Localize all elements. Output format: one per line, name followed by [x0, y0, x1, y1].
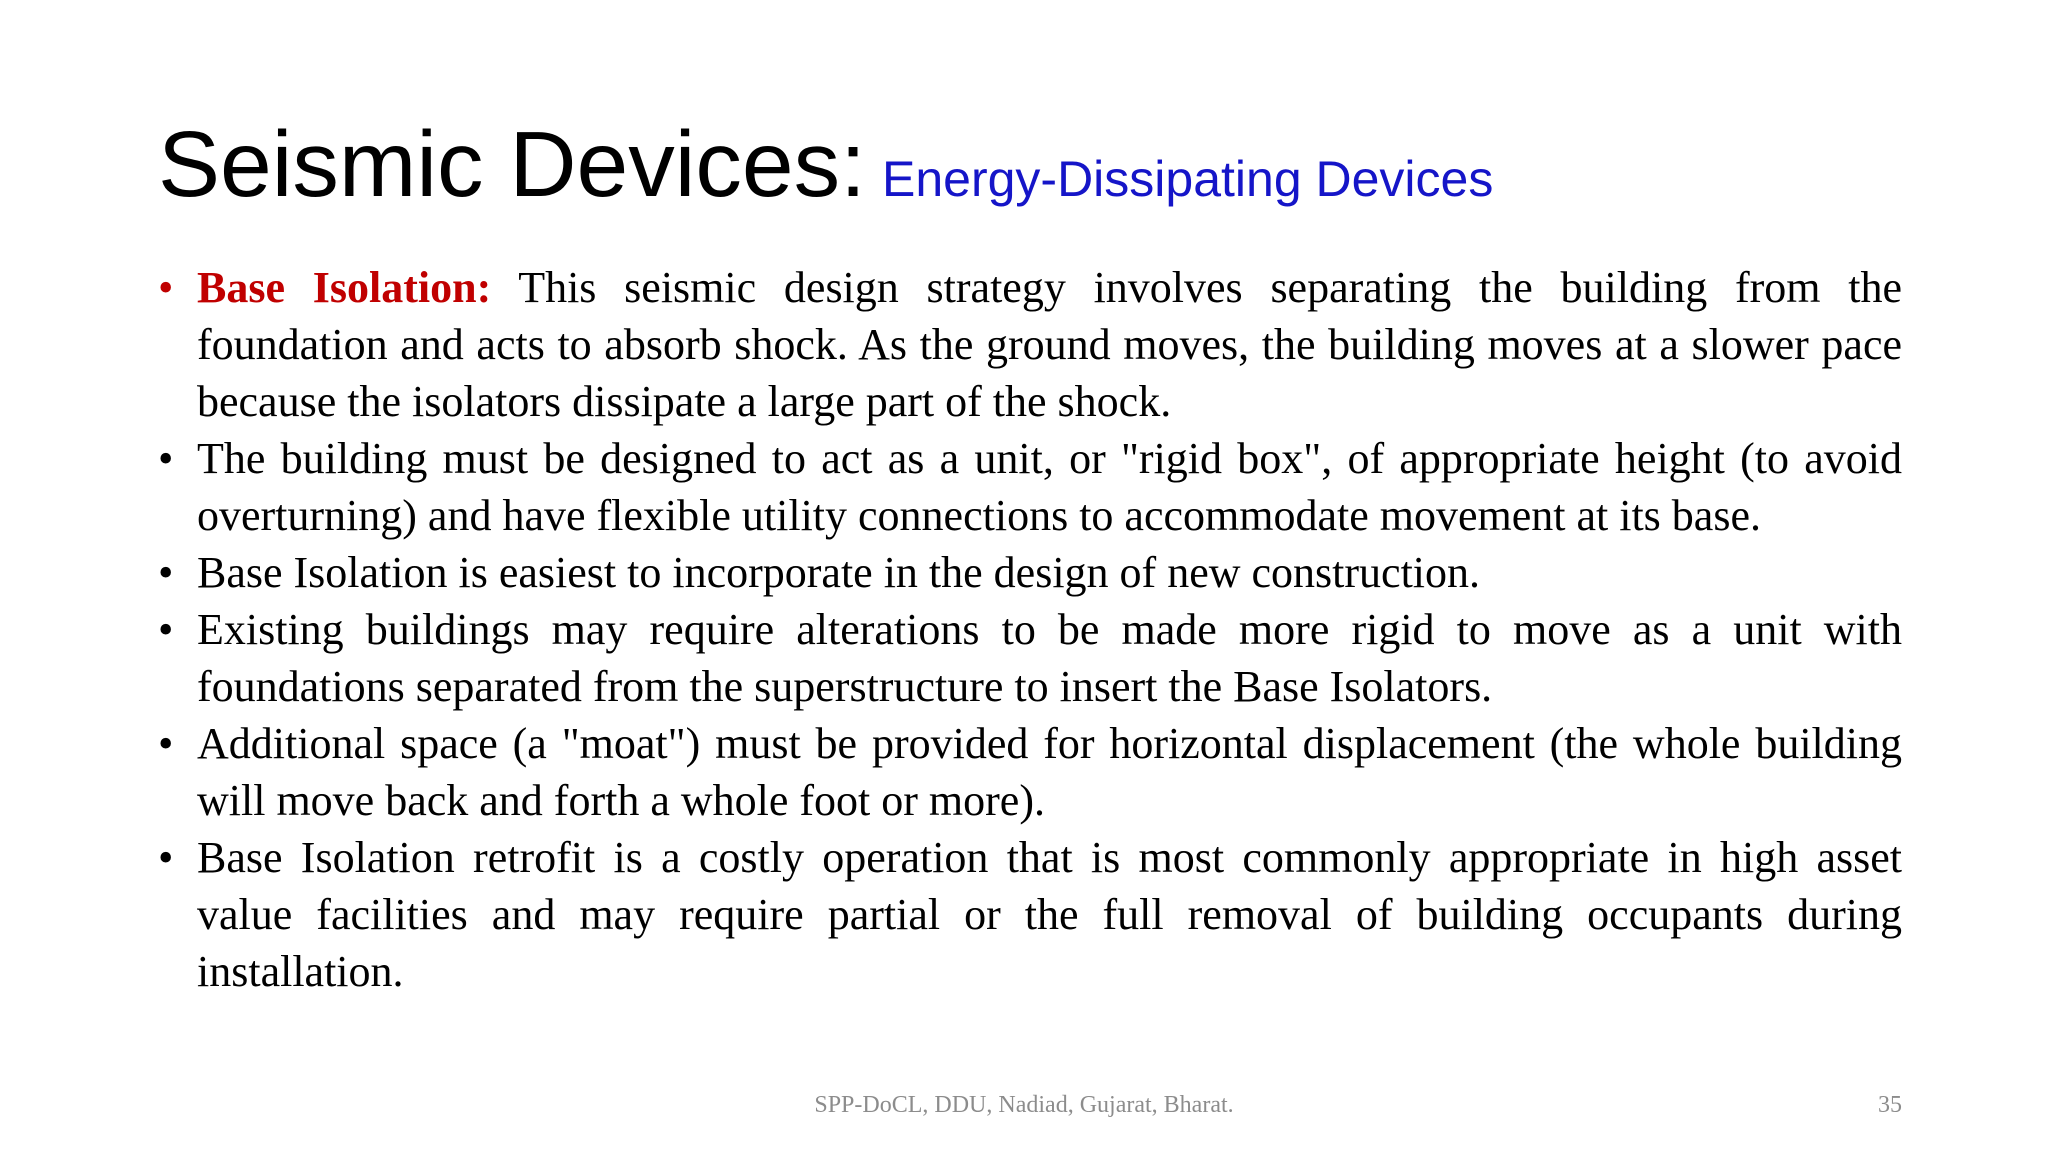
bullet-text: This seismic design strategy involves separating the building from the foundation and acts to absorb shock. As the ground moves, the building moves at a slower pace because the isolators dissipate a large part of the shock. [197, 263, 1902, 426]
bullet-text: Base Isolation retrofit is a costly operation that is most commonly appropriate in high asset value facilities and may require partial or the full removal of building occupants during installation. [197, 833, 1902, 996]
bullet-item [158, 829, 1902, 1000]
bullet-item [158, 715, 1902, 829]
slide-title: Seismic Devices: [158, 112, 866, 216]
bullet-icon: • [158, 719, 174, 768]
bullet-list [158, 259, 1902, 1000]
bullet-text: The building must be designed to act as a unit, or "rigid box", of appropriate height (to avoid overturning) and have flexible utility connections to accommodate movement at its base. [197, 434, 1902, 540]
bullet-icon: • [158, 434, 174, 483]
bullet-item [158, 430, 1902, 544]
bullet-item [158, 259, 1902, 430]
bullet-text: Additional space (a "moat") must be provided for horizontal displacement (the whole building will move back and forth a whole foot or more). [197, 719, 1902, 825]
bullet-item [158, 601, 1902, 715]
bullet-lead: Base Isolation: [197, 263, 492, 312]
bullet-text: Base Isolation is easiest to incorporate in the design of new construction. [197, 548, 1481, 597]
title-row [158, 112, 1494, 216]
bullet-icon: • [158, 605, 174, 654]
bullet-icon: • [158, 833, 174, 882]
page-number: 35 [1878, 1092, 1902, 1118]
bullet-text: Existing buildings may require alterations to be made more rigid to move as a unit with foundations separated from the superstructure to insert the Base Isolators. [197, 605, 1902, 711]
bullet-item [158, 544, 1902, 601]
bullet-icon: • [158, 263, 174, 312]
slide-subtitle: Energy-Dissipating Devices [882, 151, 1494, 207]
bullet-icon: • [158, 548, 174, 597]
slide-footer: SPP-DoCL, DDU, Nadiad, Gujarat, Bharat. [814, 1092, 1234, 1118]
